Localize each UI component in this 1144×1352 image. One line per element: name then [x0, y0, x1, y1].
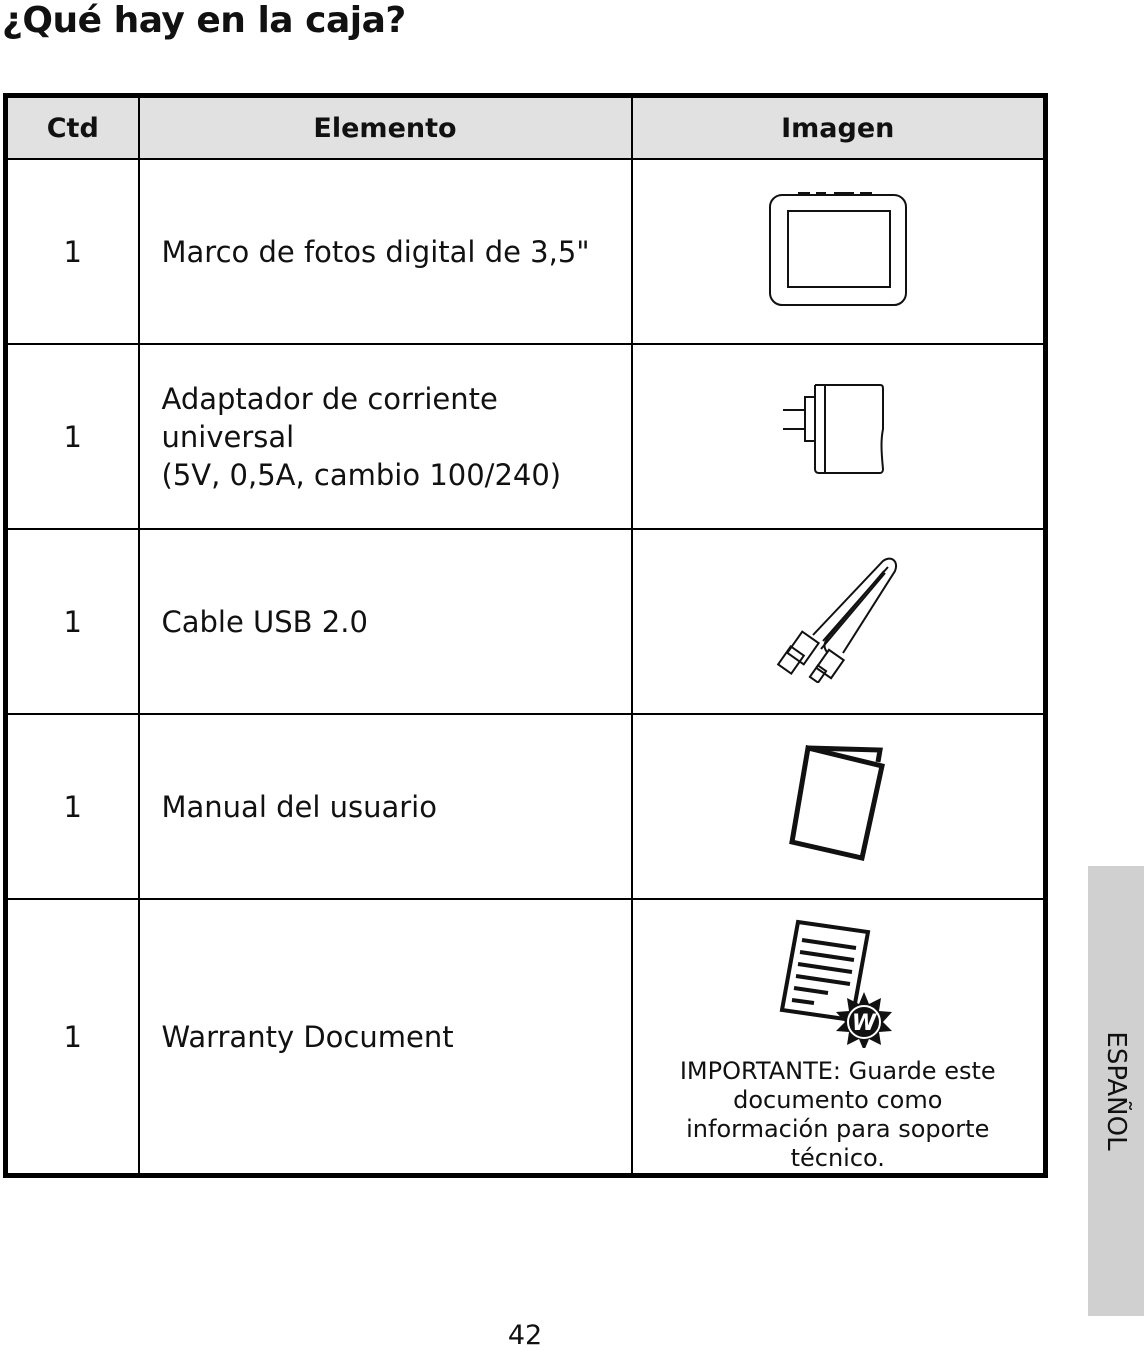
table-row: [6, 529, 1046, 714]
table-row: [6, 714, 1046, 899]
table-row: [6, 899, 1046, 1176]
qty: 1: [6, 344, 139, 529]
page-title: ¿Qué hay en la caja?: [2, 0, 406, 41]
header-image: Imagen: [632, 96, 1046, 160]
table-row: [6, 344, 1046, 529]
header-item: Elemento: [139, 96, 632, 160]
qty: 1: [6, 159, 139, 344]
qty: 1: [6, 529, 139, 714]
contents-table: [3, 93, 1048, 1178]
item-name: Marco de fotos digital de 3,5": [139, 159, 632, 344]
item-name: Warranty Document: [139, 899, 632, 1176]
warranty-note: IMPORTANTE: Guarde este documento como información para soporte técnico.: [679, 1057, 996, 1172]
qty: 1: [6, 714, 139, 899]
user-manual-icon: [788, 744, 888, 862]
item-name: Cable USB 2.0: [139, 529, 632, 714]
table-header: [6, 96, 1046, 160]
header-qty: Ctd: [6, 96, 139, 160]
item-name: Manual del usuario: [139, 714, 632, 899]
digital-photo-frame-icon: [768, 189, 908, 307]
item-name: Adaptador de corriente universal (5V, 0,5A, cambio 100/240): [139, 344, 632, 529]
power-adapter-icon: [783, 383, 893, 483]
table-row: [6, 159, 1046, 344]
language-tab-label: ESPAÑOL: [1101, 1031, 1131, 1151]
qty: 1: [6, 899, 139, 1176]
warranty-badge-letter: W: [851, 1011, 876, 1036]
usb-cable-icon: [773, 553, 903, 683]
language-tab: [1088, 866, 1144, 1316]
page-number: 42: [507, 1320, 543, 1351]
warranty-document-icon: [778, 918, 898, 1048]
